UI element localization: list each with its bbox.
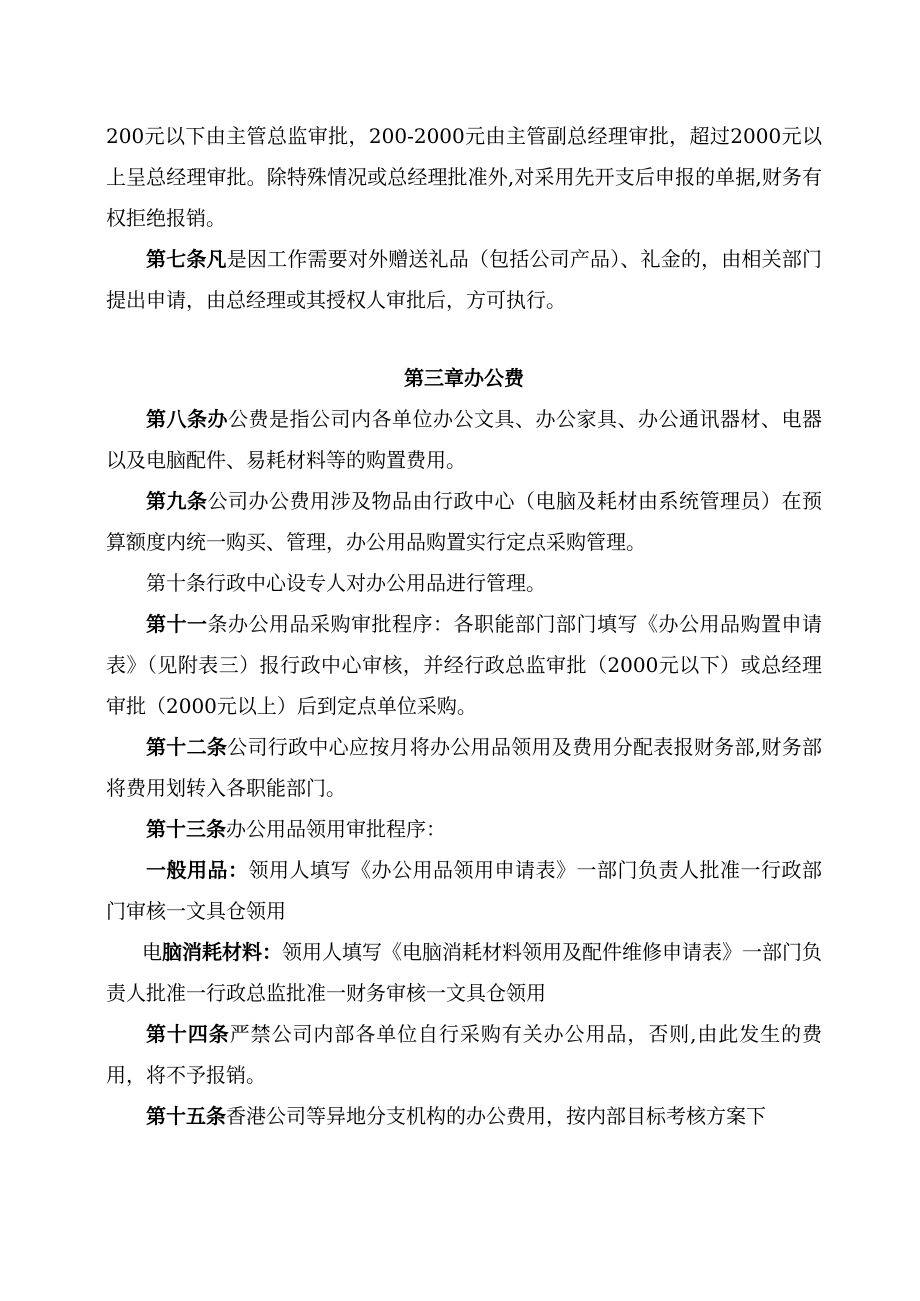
article-12 bbox=[106, 727, 822, 809]
article-9-label: 第九条 bbox=[146, 489, 208, 513]
article-14-text: 严禁公司内部各单位自行采购有关办公用品，否则,由此发生的费用，将不予报销。 bbox=[106, 1022, 823, 1087]
computer-consumables-prefix: 电 bbox=[142, 940, 162, 964]
general-supplies-text: 领用人填写《办公用品领用申请表》一部门负责人批准一行政部门审核一文具仓领用 bbox=[106, 858, 822, 923]
article-7-label: 第七条凡 bbox=[146, 247, 227, 271]
article-9-text: 公司办公费用涉及物品由行政中心（电脑及耗材由系统管理员）在预算额度内统一购买、管理，办公用品购置实行定点采购管理。 bbox=[106, 489, 822, 554]
paragraph-continuation: 200元以下由主管总监审批，200-2000元由主管副总经理审批，超过2000元以上呈总经理审批。除特殊情况或总经理批准外,对采用先开支后申报的单据,财务有权拒绝报销。 bbox=[106, 124, 822, 230]
article-11 bbox=[106, 604, 822, 727]
article-15 bbox=[106, 1096, 822, 1137]
chapter-3-title: 第三章办公费 bbox=[404, 366, 524, 390]
article-15-label: 第十五条 bbox=[146, 1104, 226, 1128]
article-14-label: 第十四条 bbox=[146, 1022, 230, 1046]
article-8 bbox=[106, 399, 822, 481]
article-11-text: 条办公用品采购审批程序：各职能部门部门填写《办公用品购置申请表》（见附表三）报行政中心审核，并经行政总监审批（2000元以下）或总经理审批（2000元以上）后到定点单位采购。 bbox=[106, 612, 822, 718]
article-13-text: 办公用品领用审批程序： bbox=[226, 817, 446, 841]
article-7-text: 是因工作需要对外赠送礼品（包括公司产品）、礼金的，由相关部门提出申请，由总经理或其授权人审批后，方可执行。 bbox=[106, 247, 823, 312]
document-page bbox=[106, 116, 822, 1137]
article-13 bbox=[106, 809, 822, 850]
article-7 bbox=[106, 239, 822, 321]
computer-consumables-text: 领用人填写《电脑消耗材料领用及配件维修申请表》一部门负责人批准一行政总监批准一财务审核一文具仓领用 bbox=[106, 940, 822, 1005]
article-12-text: 公司行政中心应按月将办公用品领用及费用分配表报财务部,财务部将费用划转入各职能部门。 bbox=[106, 735, 823, 800]
article-8-text: 公费是指公司内各单位办公文具、办公家具、办公通讯器材、电器以及电脑配件、易耗材料等的购置费用。 bbox=[106, 407, 822, 472]
article-12-label: 第十二条 bbox=[146, 735, 228, 759]
computer-consumables-label: 脑消耗材料： bbox=[162, 940, 282, 964]
computer-consumables-procedure bbox=[106, 932, 822, 1014]
article-15-text: 香港公司等异地分支机构的办公费用，按内部目标考核方案下 bbox=[226, 1104, 766, 1128]
article-14 bbox=[106, 1014, 822, 1096]
article-9 bbox=[106, 481, 822, 563]
general-supplies-label: 一般用品： bbox=[146, 858, 249, 882]
article-10: 第十条行政中心设专人对办公用品进行管理。 bbox=[146, 571, 546, 595]
article-11-label: 第十一 bbox=[146, 612, 208, 636]
article-13-label: 第十三条 bbox=[146, 817, 226, 841]
article-8-label: 第八条办 bbox=[146, 407, 228, 431]
general-supplies-procedure bbox=[106, 850, 822, 932]
